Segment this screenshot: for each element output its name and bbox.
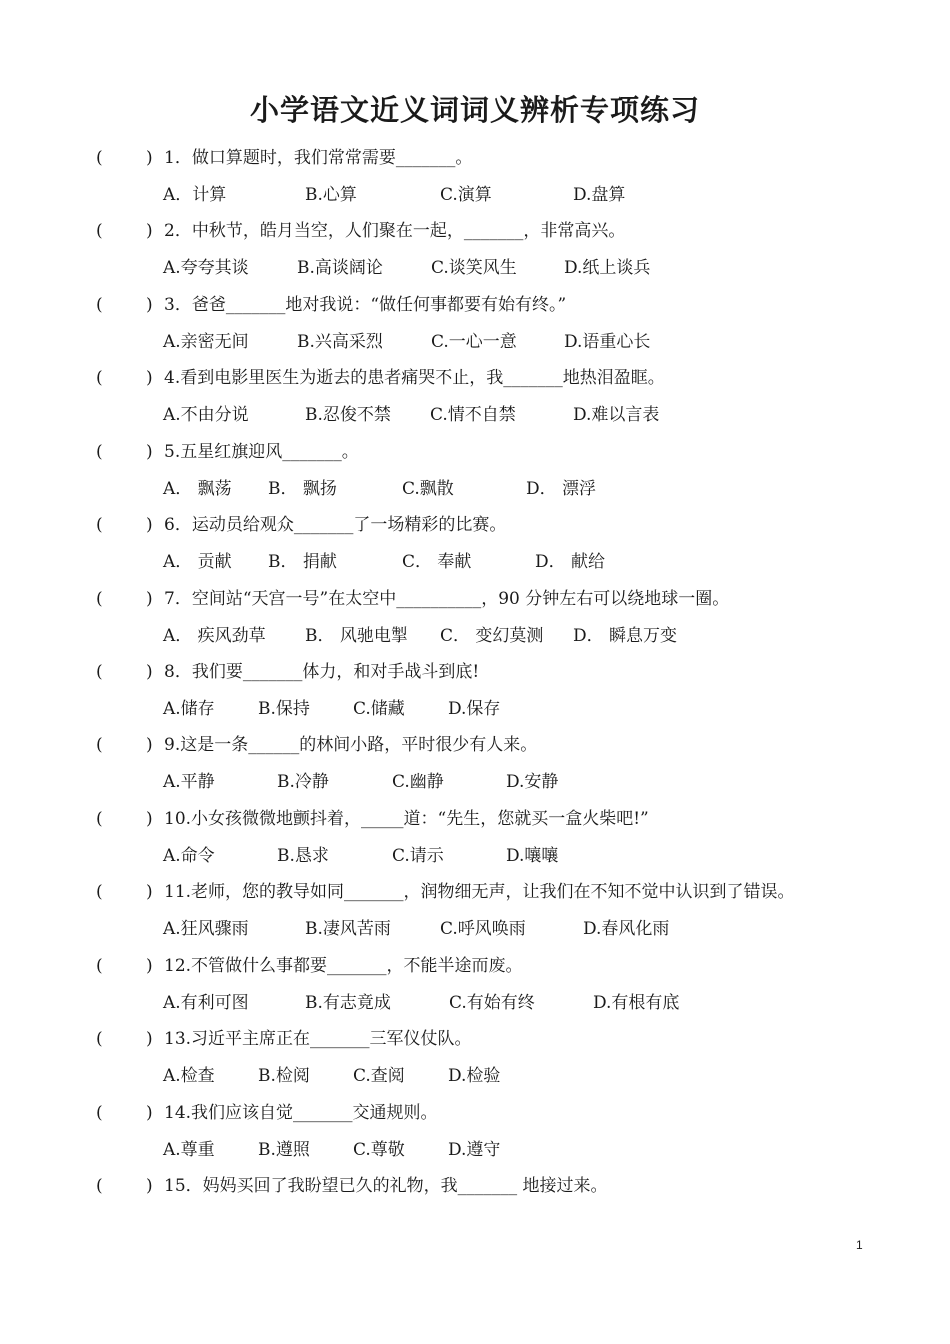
option-a: A.不由分说 [163,405,249,425]
option-a: A.命令 [163,846,215,866]
option-a: A.检查 [163,1066,215,1086]
answer-paren-left: ( [96,956,103,976]
option-b: B.凄风苦雨 [305,919,391,939]
question-text: 14.我们应该自觉_______交通规则。 [164,1103,438,1123]
answer-paren-right: ) [146,295,153,315]
option-c: C． 奉献 [402,552,472,572]
answer-paren-right: ) [146,1103,153,1123]
option-a: A.储存 [163,699,215,719]
option-d: D.春风化雨 [583,919,670,939]
option-a: A． 疾风劲草 [163,626,266,646]
page-title: 小学语文近义词词义辨析专项练习 [249,93,700,127]
option-d: D.安静 [506,772,559,792]
option-b: B． 捐献 [268,552,337,572]
option-d: D． 漂浮 [526,479,597,499]
answer-paren-right: ) [146,662,153,682]
answer-paren-right: ) [146,809,153,829]
question-text: 6．运动员给观众_______了一场精彩的比赛。 [164,515,507,535]
option-d: D.盘算 [573,185,626,205]
question-text: 4.看到电影里医生为逝去的患者痛哭不止，我_______地热泪盈眶。 [164,368,665,388]
question-text: 9.这是一条______的林间小路，平时很少有人来。 [164,735,538,755]
option-b: B.保持 [258,699,310,719]
option-b: B.心算 [305,185,357,205]
option-c: C.有始有终 [449,993,535,1013]
option-c: C.谈笑风生 [431,258,517,278]
answer-paren-left: ( [96,295,103,315]
option-b: B.有志竟成 [305,993,391,1013]
question-text: 13.习近平主席正在_______三军仪仗队。 [164,1029,472,1049]
answer-paren-left: ( [96,368,103,388]
option-b: B.恳求 [277,846,329,866]
option-b: B． 风驰电掣 [305,626,408,646]
option-a: A.亲密无间 [163,332,249,352]
option-c: C.尊敬 [353,1140,405,1160]
option-d: D.纸上谈兵 [564,258,651,278]
option-a: A.狂风骤雨 [163,919,249,939]
option-c: C.演算 [440,185,492,205]
answer-paren-right: ) [146,148,153,168]
question-text: 15．妈妈买回了我盼望已久的礼物，我_______ 地接过来。 [164,1176,608,1196]
option-d: D.有根有底 [593,993,680,1013]
answer-paren-right: ) [146,882,153,902]
question-text: 7．空间站“天宫一号”在太空中__________，90 分钟左右可以绕地球一圈。 [164,589,730,609]
answer-paren-left: ( [96,1176,103,1196]
option-d: D.难以言表 [573,405,660,425]
answer-paren-right: ) [146,515,153,535]
option-a: A． 贡献 [163,552,232,572]
question-text: 12.不管做什么事都要_______，不能半途而废。 [164,956,523,976]
answer-paren-left: ( [96,735,103,755]
answer-paren-left: ( [96,662,103,682]
option-c: C.储藏 [353,699,405,719]
page-number: 1 [856,1238,863,1252]
answer-paren-left: ( [96,442,103,462]
option-d: D.嚷嚷 [506,846,559,866]
answer-paren-right: ) [146,1176,153,1196]
option-d: D.遵守 [448,1140,501,1160]
question-text: 3．爸爸_______地对我说：“做任何事都要有始有终。” [164,295,567,315]
option-a: A． 飘荡 [163,479,232,499]
option-c: C.一心一意 [431,332,517,352]
answer-paren-left: ( [96,1029,103,1049]
question-text: 2．中秋节，皓月当空，人们聚在一起，_______，非常高兴。 [164,221,626,241]
answer-paren-left: ( [96,515,103,535]
question-text: 8．我们要_______体力，和对手战斗到底! [164,662,480,682]
question-text: 11.老师，您的教导如同_______，润物细无声，让我们在不知不觉中认识到了错误。 [164,882,795,902]
answer-paren-right: ) [146,589,153,609]
option-b: B． 飘扬 [268,479,337,499]
answer-paren-left: ( [96,809,103,829]
answer-paren-right: ) [146,221,153,241]
answer-paren-left: ( [96,882,103,902]
question-text: 10.小女孩微微地颤抖着，_____道：“先生，您就买一盒火柴吧!” [164,809,649,829]
option-d: D.检验 [448,1066,501,1086]
option-b: B.忍俊不禁 [305,405,391,425]
option-b: B.兴高采烈 [297,332,383,352]
question-text: 1．做口算题时，我们常常需要_______。 [164,148,473,168]
option-c: C.查阅 [353,1066,405,1086]
answer-paren-left: ( [96,1103,103,1123]
answer-paren-left: ( [96,148,103,168]
option-a: A.平静 [163,772,215,792]
option-d: D． 瞬息万变 [573,626,678,646]
option-c: C.幽静 [392,772,444,792]
answer-paren-left: ( [96,589,103,609]
option-a: A．计算 [163,185,227,205]
option-d: D.保存 [448,699,501,719]
option-b: B.遵照 [258,1140,310,1160]
answer-paren-left: ( [96,221,103,241]
option-d: D.语重心长 [564,332,651,352]
question-text: 5.五星红旗迎风_______。 [164,442,359,462]
answer-paren-right: ) [146,368,153,388]
option-a: A.尊重 [163,1140,215,1160]
option-b: B.高谈阔论 [297,258,383,278]
option-c: C.请示 [392,846,444,866]
answer-paren-right: ) [146,1029,153,1049]
option-b: B.检阅 [258,1066,310,1086]
option-c: C.情不自禁 [430,405,516,425]
option-b: B.冷静 [277,772,329,792]
option-d: D． 献给 [535,552,606,572]
answer-paren-right: ) [146,442,153,462]
answer-paren-right: ) [146,956,153,976]
option-a: A.有利可图 [163,993,249,1013]
option-c: C.呼风唤雨 [440,919,526,939]
option-c: C.飘散 [402,479,454,499]
answer-paren-right: ) [146,735,153,755]
option-c: C． 变幻莫测 [440,626,544,646]
option-a: A.夸夸其谈 [163,258,249,278]
